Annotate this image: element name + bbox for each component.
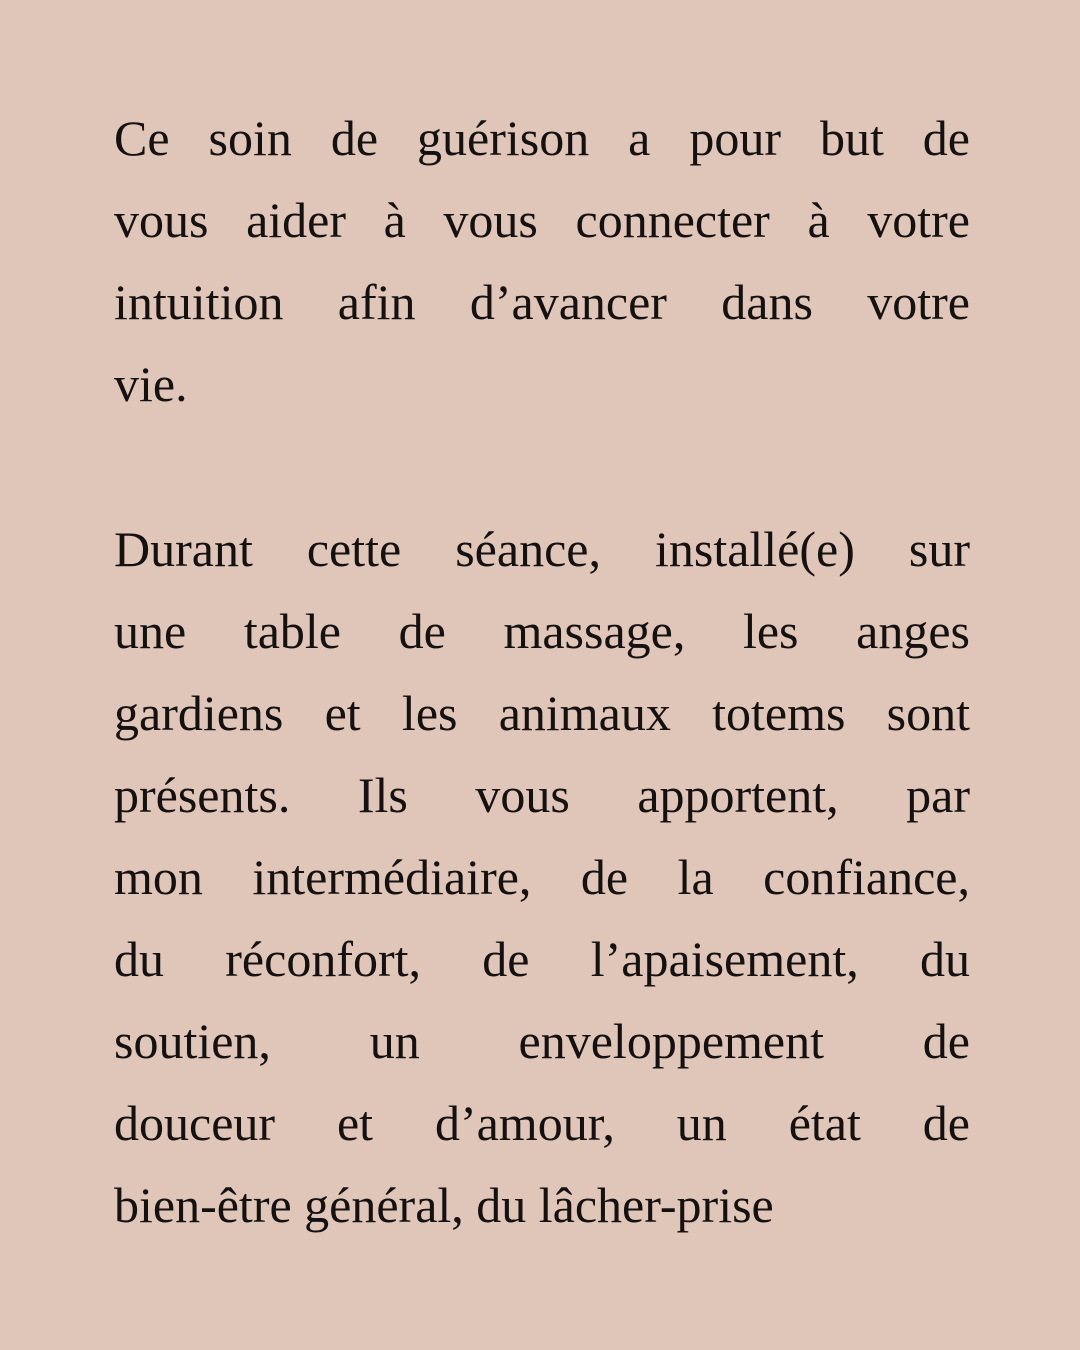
paragraph-line: vie.: [114, 356, 188, 412]
paragraph-line: du réconfort, de l’apaisement, du: [114, 931, 970, 987]
paragraph-line: vous aider à vous connecter à votre: [114, 192, 970, 248]
paragraph-line: gardiens et les animaux totems sont: [114, 685, 970, 741]
paragraph-line: présents. Ils vous apportent, par: [114, 767, 970, 823]
paragraph-intro: [114, 97, 970, 425]
paragraph-line: soutien, un enveloppement de: [114, 1013, 970, 1069]
paragraph-line: Ce soin de guérison a pour but de: [114, 110, 970, 166]
paragraph-session: [114, 508, 970, 1246]
paragraph-line: Durant cette séance, installé(e) sur: [114, 521, 970, 577]
paragraph-line: douceur et d’amour, un état de: [114, 1095, 970, 1151]
paragraph-line: mon intermédiaire, de la confiance,: [114, 849, 970, 905]
paragraph-line: bien-être général, du lâcher-prise: [114, 1177, 774, 1233]
paragraph-line: intuition afin d’avancer dans votre: [114, 274, 970, 330]
paragraph-line: une table de massage, les anges: [114, 603, 970, 659]
